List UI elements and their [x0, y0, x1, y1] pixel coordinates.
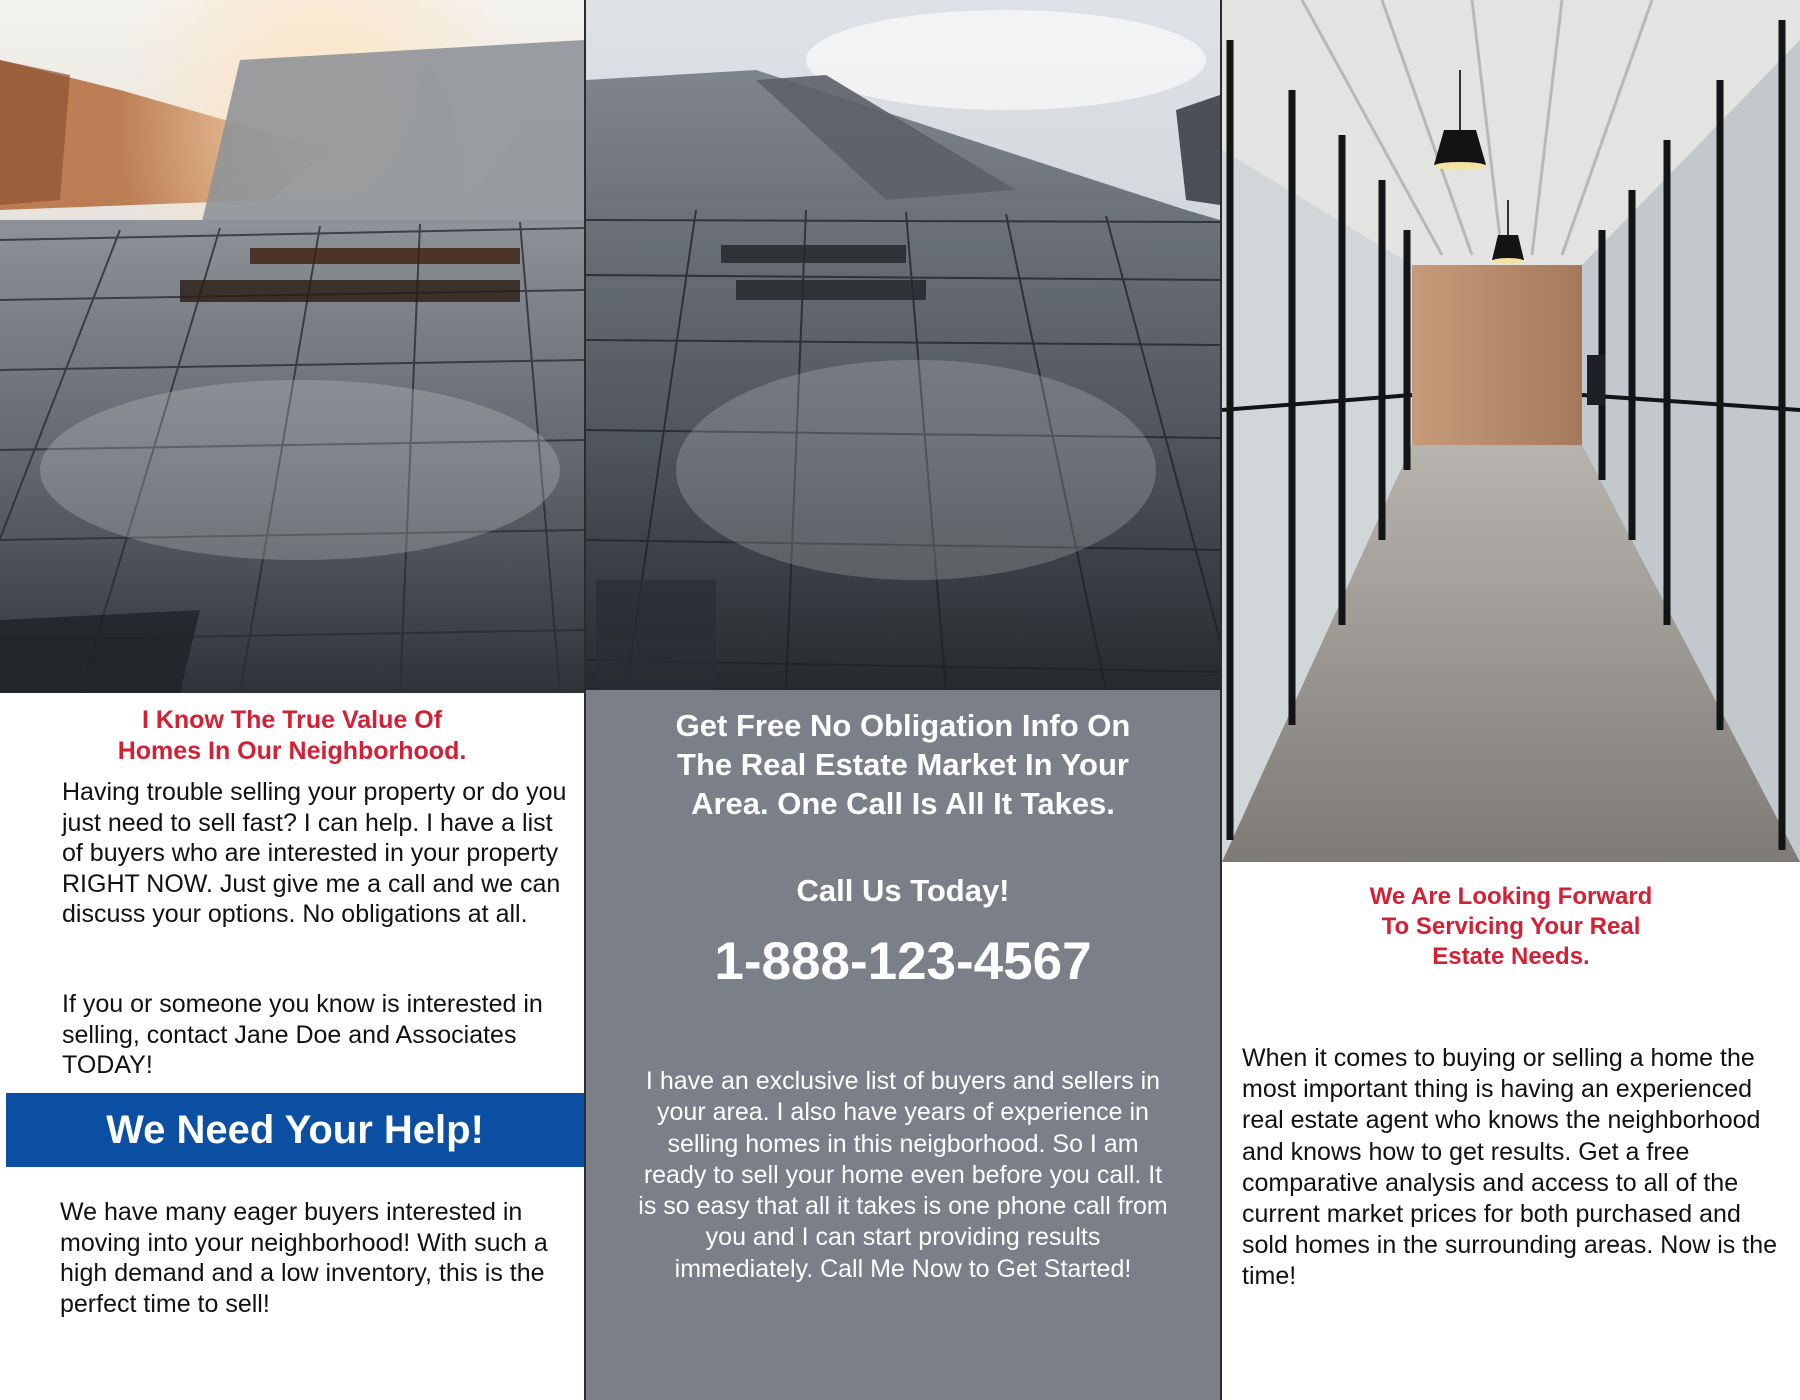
middle-headline-line2: The Real Estate Market In Your — [677, 747, 1129, 782]
phone-number[interactable]: 1-888-123-4567 — [714, 932, 1092, 991]
office-corridor-photo — [1222, 0, 1800, 862]
left-paragraph-2: If you or someone you know is interested in selling, contact Jane Doe and Associates TODAY! — [62, 990, 543, 1079]
left-paragraph-1: Having trouble selling your property or do you just need to sell fast? I can help. I have a list of buyers who are interested in your property RIGHT NOW. Just give me a call and we can discuss your options. No obligations at all. — [62, 778, 567, 928]
middle-headline-line1: Get Free No Obligation Info On — [675, 708, 1131, 743]
left-panel — [0, 0, 584, 1400]
help-banner-text: We Need Your Help! — [106, 1107, 484, 1152]
right-heading-line1: We Are Looking Forward — [1369, 883, 1653, 910]
left-paragraph-3: We have many eager buyers interested in moving into your neighborhood! With such a high demand and a low inventory, this is the perfect time to sell! — [60, 1198, 548, 1318]
right-heading — [1222, 882, 1800, 972]
right-heading-line3: Estate Needs. — [1432, 943, 1590, 970]
middle-headline — [586, 706, 1220, 823]
help-banner — [6, 1093, 584, 1167]
right-body: When it comes to buying or selling a home the most important thing is having an experienced real estate agent who knows the neighborhood and knows how to get results. Get a free comparative analysis and access to all of the current market prices for both purchased and sold homes in the surrounding areas. Now is the time! — [1242, 1044, 1778, 1291]
middle-panel — [584, 0, 1222, 1400]
right-panel — [1222, 0, 1800, 1400]
left-heading-line1: I Know The True Value Of — [141, 706, 443, 734]
skyscraper-photo-middle — [586, 0, 1220, 690]
call-today-label: Call Us Today! — [796, 873, 1010, 908]
skyscraper-photo-left — [0, 0, 584, 693]
left-heading — [0, 705, 584, 767]
middle-headline-line3: Area. One Call Is All It Takes. — [691, 786, 1115, 821]
middle-body: I have an exclusive list of buyers and sellers in your area. I also have years of experience in selling homes in this neigborhood. So I am ready to sell your home even before you call. It is so easy that all it takes is one phone call from you and I can start providing results immediately. Call Me Now to Get Started! — [638, 1067, 1168, 1283]
right-heading-line2: To Servicing Your Real — [1381, 913, 1641, 940]
left-heading-line2: Homes In Our Neighborhood. — [117, 737, 467, 765]
